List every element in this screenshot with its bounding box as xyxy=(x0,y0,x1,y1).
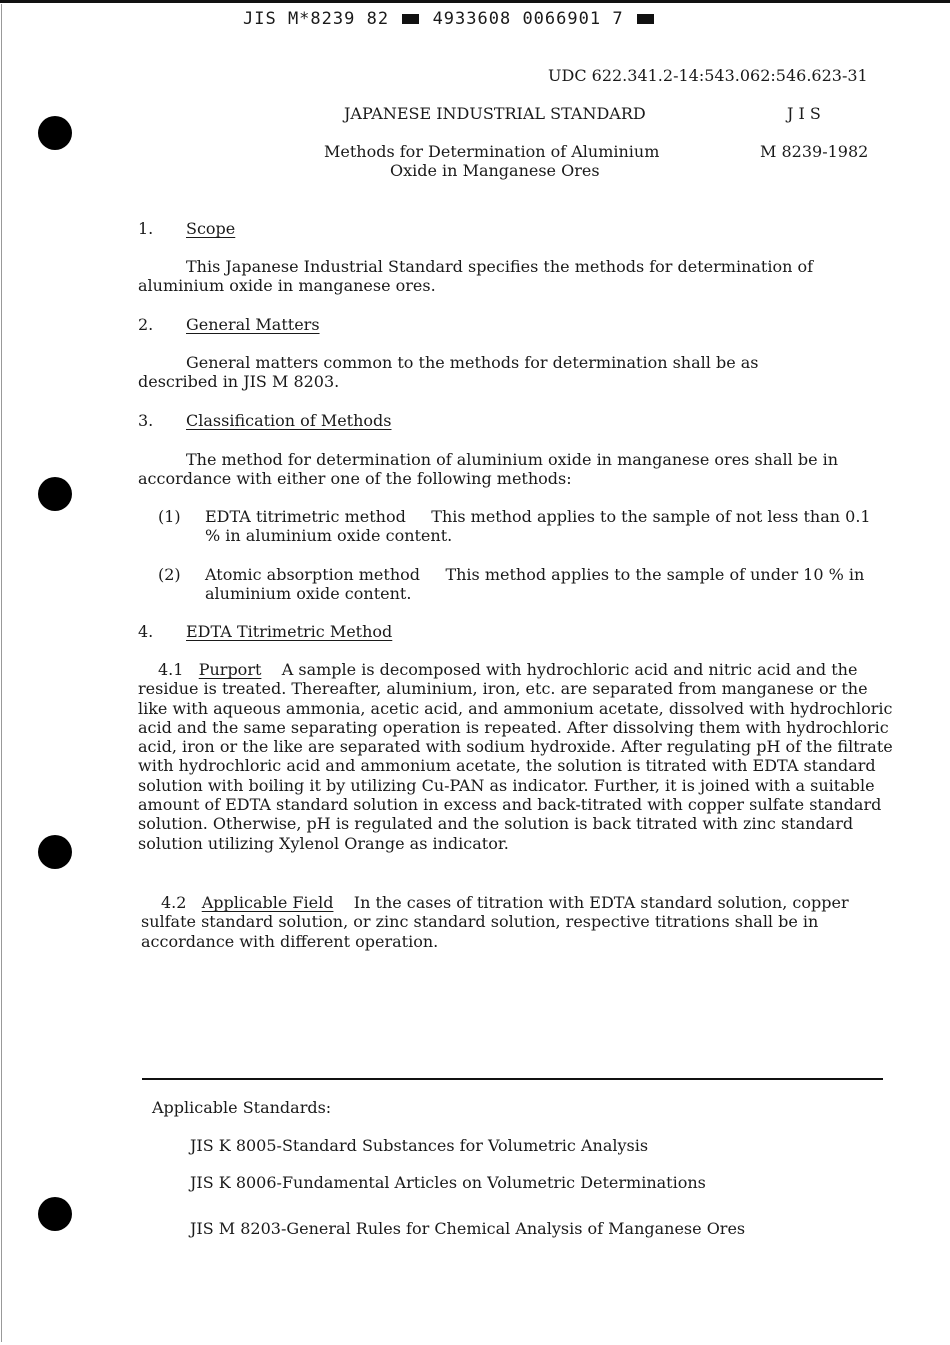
document-title-line1: Methods for Determination of Aluminium xyxy=(324,142,660,161)
section-number: 4. xyxy=(138,622,154,641)
method-description: This method applies to the sample of under 10 % in aluminium oxide content. xyxy=(205,565,865,604)
punch-hole-icon xyxy=(38,116,72,150)
applicable-field-paragraph xyxy=(141,893,881,951)
section-number: 1. xyxy=(138,219,154,238)
purport-text: A sample is decomposed with hydrochloric acid and nitric acid and the residue is treated. Thereafter, aluminium, iron, etc. are separated from manganese or the like with aqueous ammonia, acetic acid, and ammonium acetate, dissolved with hydrochloric acid and the same separating operation is repeated. After dissolving them with hydrochloric acid, iron or the like are separated with sodium hydroxide. After regulating pH of the filtrate with hydrochloric acid and ammonium acetate, the solution is titrated with EDTA standard solution with boiling it by utilizing Cu-PAN as indicator. Further, it is joined with a suitable amount of EDTA standard solution in excess and back-titrated with copper sulfate standard solution. Otherwise, pH is regulated and the solution is back titrated with zinc standard solution utilizing Xylenol Orange as indicator. xyxy=(138,660,893,853)
document-title-line2: Oxide in Manganese Ores xyxy=(390,161,600,180)
scope-paragraph: This Japanese Industrial Standard specifies the methods for determination of aluminium oxide in manganese ores. xyxy=(138,257,814,296)
barcode-block-icon xyxy=(637,14,654,24)
section-number: 3. xyxy=(138,411,154,430)
barcode-block-icon xyxy=(402,14,419,24)
punch-hole-icon xyxy=(38,1197,72,1231)
barcode-left-text: JIS M*8239 82 xyxy=(243,9,390,29)
footer-divider xyxy=(142,1078,883,1080)
general-matters-paragraph: General matters common to the methods for determination shall be as described in JIS M 8203. xyxy=(138,353,759,392)
barcode-line xyxy=(243,9,656,29)
reference-item: JIS K 8006-Fundamental Articles on Volumetric Determinations xyxy=(190,1173,706,1192)
list-item-aas-method xyxy=(205,565,895,604)
standard-type: JAPANESE INDUSTRIAL STANDARD xyxy=(344,104,646,123)
subsection-number: 4.2 xyxy=(161,893,187,912)
section-number: 2. xyxy=(138,315,154,334)
page-edge-line xyxy=(1,4,2,1342)
applicable-standards-heading: Applicable Standards: xyxy=(152,1098,332,1117)
section-heading-edta: EDTA Titrimetric Method xyxy=(186,622,393,641)
list-item-edta-method xyxy=(205,507,873,546)
reference-item: JIS M 8203-General Rules for Chemical Analysis of Manganese Ores xyxy=(190,1219,746,1238)
subsection-number: 4.1 xyxy=(158,660,184,679)
section-heading-classification: Classification of Methods xyxy=(186,411,392,430)
method-name: Atomic absorption method xyxy=(205,565,421,584)
section-heading-scope: Scope xyxy=(186,219,236,238)
barcode-right-text: 4933608 0066901 7 xyxy=(432,9,624,29)
method-name: EDTA titrimetric method xyxy=(205,507,406,526)
punch-hole-icon xyxy=(38,477,72,511)
section-heading-general-matters: General Matters xyxy=(186,315,320,334)
list-item-number: (2) xyxy=(158,565,181,584)
list-item-number: (1) xyxy=(158,507,181,526)
purport-paragraph xyxy=(138,660,898,853)
reference-item: JIS K 8005-Standard Substances for Volumetric Analysis xyxy=(190,1136,649,1155)
method-description: This method applies to the sample of not less than 0.1 % in aluminium oxide content. xyxy=(205,507,871,546)
subsection-heading-purport: Purport xyxy=(198,660,262,679)
applicable-field-text: In the cases of titration with EDTA standard solution, copper sulfate standard solution, or zinc standard solution, respective titrations shall be in accordance with different operation. xyxy=(141,893,849,951)
top-border xyxy=(0,0,950,3)
jis-mark: J I S xyxy=(787,104,821,123)
classification-paragraph: The method for determination of aluminium oxide in manganese ores shall be in accordance with either one of the following methods: xyxy=(138,450,839,489)
subsection-heading-applicable-field: Applicable Field xyxy=(201,893,334,912)
punch-hole-icon xyxy=(38,835,72,869)
udc-code: UDC 622.341.2-14:543.062:546.623-31 xyxy=(548,66,868,85)
standard-number: M 8239-1982 xyxy=(760,142,869,161)
